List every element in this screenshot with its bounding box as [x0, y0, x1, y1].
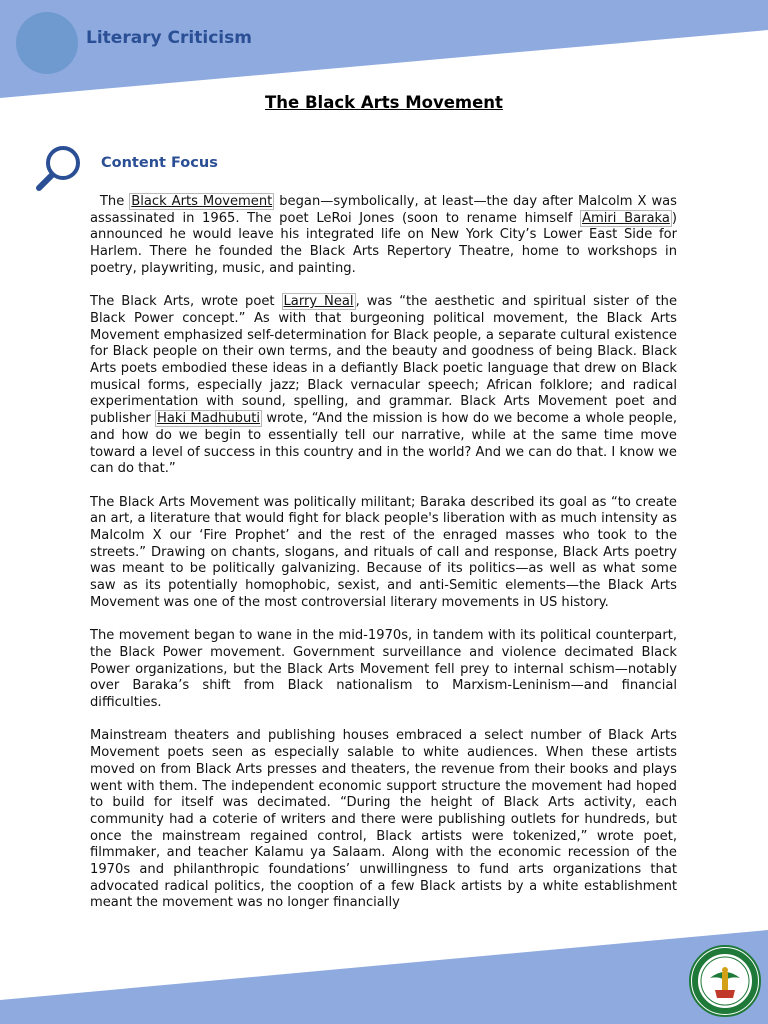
paragraph-text: began—symbolically, at least—the day after Malcolm X was assassinated in 1965. The poet LeRoi Jones (soon to rename himself — [90, 194, 677, 226]
paragraph — [90, 495, 677, 612]
inline-link[interactable]: Black Arts Movement — [131, 194, 273, 209]
magnifier-icon — [34, 143, 86, 195]
paragraph — [90, 194, 677, 278]
paragraph-text: Mainstream theaters and publishing houses embraced a select number of Black Arts Movement poets seen as especially salable to white audiences. When these artists moved on from Black Arts presses and theaters, the revenue from their books and plays went with them. The independent economic support structure the movement had hoped to build for itself was decimated. “During the height of Black Arts activity, each community had a coterie of writers and there were publishing outlets for hundreds, but once the mainstream regained control, Black artists were tokenized,” wrote poet, filmmaker, and teacher Kalamu ya Salaam. Along with the economic recession of the 1970s and philanthropic foundations’ unwillingness to fund arts organizations that advocated radical politics, the cooption of a few Black artists by a white establishment meant the movement was no longer financially — [90, 728, 677, 911]
paragraph-text: The Black Arts, wrote poet — [90, 294, 282, 310]
paragraph-text: wrote, “And the mission is how do we become a whole people, and how do we begin to essentially tell our narrative, while at the same time move toward a level of success in this country and in the world? And we can do that. I know we can do that.” — [90, 411, 678, 477]
footer-band — [0, 930, 768, 1024]
paragraph — [90, 294, 677, 478]
paragraph-text: The Black Arts Movement was politically militant; Baraka described its goal as “to create an art, a literature that would fight for black people's liberation with as much intensity as Malcolm X our ‘Fire Prophet’ and the rest of the enraged masses who took to the streets.” Drawing on chants, slogans, and rituals of call and response, Black Arts poetry was meant to be politically galvanizing. Because of its politics—as well as what some saw as its potentially homophobic, sexist, and anti-Semitic elements—the Black Arts Movement was one of the most controversial literary movements in US history. — [90, 494, 677, 610]
section-label: Literary Criticism — [86, 28, 252, 48]
paragraph-text: The — [90, 194, 130, 209]
paragraph-text: , was “the aesthetic and spiritual sister of the Black Power concept.” As with that burgeoning political movement, the Black Arts Movement emphasized self-determination for Black people, a separate cultural existence for Black people on their own terms, and the beauty and goodness of being Black. Black Arts poets embodied these ideas in a defiantly Black poetic language that drew on Black musical forms, especially jazz; Black vernacular speech; African folklore; and radical experimentation with sound, spelling, and grammar. Black Arts Movement poet and publisher — [90, 294, 677, 427]
paragraph — [90, 628, 677, 712]
paragraph — [90, 728, 677, 912]
inline-link[interactable]: Amiri Baraka — [582, 210, 670, 226]
header-circle — [16, 12, 78, 74]
inline-link[interactable]: Haki Madhubuti — [157, 411, 261, 427]
header-band — [0, 0, 768, 98]
page-title: The Black Arts Movement — [265, 93, 503, 112]
article-body — [90, 194, 677, 929]
paragraph-text: ) announced he would leave his integrated life on New York City’s Lower East Side for Harlem. There he founded the Black Arts Repertory Theatre, home to workshops in poetry, playwriting, music, and painting. — [90, 210, 677, 276]
institution-seal-icon — [688, 944, 762, 1018]
paragraph-text: The movement began to wane in the mid-1970s, in tandem with its political counterpart, the Black Power movement. Government surveillance and violence decimated Black Power organizations, but the Black Arts Movement fell prey to internal schism—notably over Baraka’s shift from Black nationalism to Marxism-Leninism—and financial difficulties. — [90, 628, 677, 711]
content-focus-heading: Content Focus — [101, 155, 218, 171]
inline-link[interactable]: Larry Neal — [283, 294, 354, 310]
